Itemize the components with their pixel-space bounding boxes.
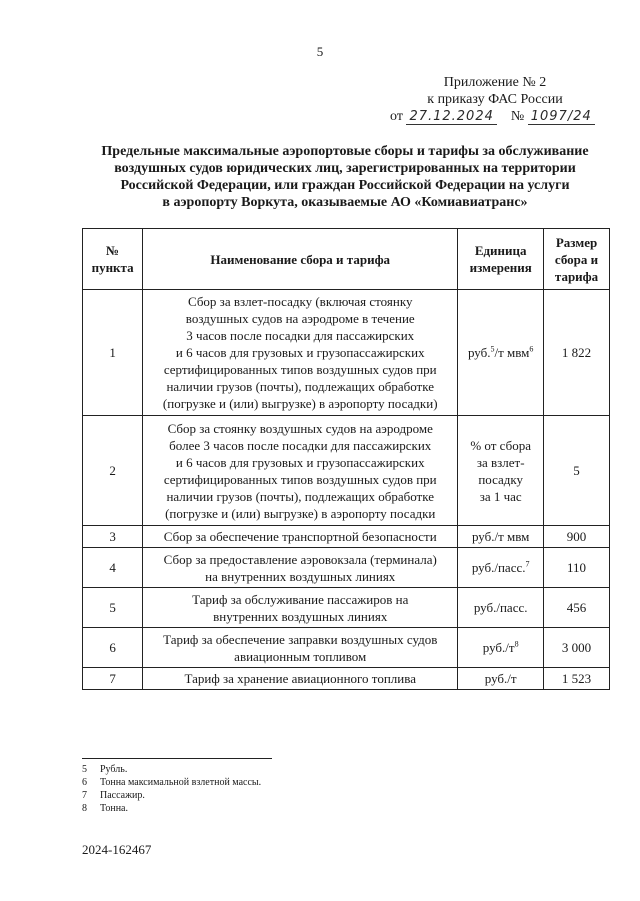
appendix-block (390, 74, 600, 125)
name-line: более 3 часов после посадки для пассажирских (169, 437, 432, 453)
cell-num: 6 (83, 628, 143, 668)
name-line: на внутренних воздушных линиях (205, 568, 396, 584)
table-row (83, 588, 610, 628)
cell-name (143, 668, 458, 690)
appendix-order-line (390, 108, 600, 125)
table-row (83, 416, 610, 526)
name-line: Тариф за обслуживание пассажиров на (192, 591, 409, 607)
header-num-line: № (106, 243, 120, 258)
document-title (60, 143, 630, 211)
footnote-text: Пассажир. (100, 790, 145, 801)
cell-size: 110 (544, 548, 610, 588)
page-number: 5 (316, 44, 324, 59)
cell-name (143, 628, 458, 668)
unit-line: посадку (478, 471, 524, 487)
cell-size: 900 (544, 526, 610, 548)
cell-size: 1 822 (544, 290, 610, 416)
footnote (82, 763, 382, 776)
table-row (83, 290, 610, 416)
name-line: Сбор за взлет-посадку (включая стоянку (187, 294, 413, 309)
name-line: 3 часов после посадки для пассажирских (186, 328, 415, 343)
name-line: Сбор за предоставление аэровокзала (терминала) (163, 551, 437, 567)
footnote-num: 8 (82, 803, 87, 814)
footnote-rule (82, 758, 272, 759)
cell-unit (458, 416, 544, 526)
cell-name (143, 526, 458, 548)
cell-unit (458, 588, 544, 628)
cell-unit (458, 290, 544, 416)
name-line: и 6 часов для грузовых и грузопассажирских (175, 345, 425, 360)
header-unit-line: Единица (474, 243, 527, 258)
appendix-order-ref: к приказу ФАС России (427, 92, 563, 107)
footnotes (82, 758, 382, 815)
cell-size: 3 000 (544, 628, 610, 668)
cell-unit (458, 548, 544, 588)
title-line: в аэропорту Воркута, оказываемые АО «Комиавиатранс» (162, 195, 528, 210)
name-line: Сбор за обеспечение транспортной безопасности (163, 529, 437, 544)
cell-name (143, 588, 458, 628)
name-line: наличии грузов (почты), подлежащих обработке (166, 488, 434, 504)
order-number: 1097/24 (528, 109, 595, 125)
header-num-line: пункта (91, 260, 134, 275)
name-line: Сбор за стоянку воздушных судов на аэродроме (167, 420, 433, 436)
cell-size: 1 523 (544, 668, 610, 690)
date-prefix: от (390, 109, 403, 124)
table-row (83, 628, 610, 668)
cell-name (143, 416, 458, 526)
footnote-num: 5 (82, 764, 87, 775)
cell-unit (458, 526, 544, 548)
cell-unit (458, 668, 544, 690)
cell-num: 5 (83, 588, 143, 628)
unit-text: руб./пасс. (471, 560, 526, 575)
header-num (83, 229, 143, 290)
footnote (82, 776, 382, 789)
unit-text: руб./т (482, 640, 515, 655)
header-name: Наименование сбора и тарифа (143, 229, 458, 290)
name-line: сертифицированных типов воздушных судов при (163, 471, 437, 487)
name-line: (погрузке и (или) выгрузке) в аэропорту посадки (165, 505, 436, 521)
unit-text: руб./т мвм (471, 529, 530, 544)
header-size (544, 229, 610, 290)
cell-unit (458, 628, 544, 668)
cell-num: 3 (83, 526, 143, 548)
name-line: воздушных судов на аэродроме в течение (185, 311, 415, 326)
footnote-ref: 8 (514, 639, 519, 649)
unit-line: % от сбора (470, 437, 531, 453)
name-line: и 6 часов для грузовых и грузопассажирских (175, 454, 425, 470)
cell-name (143, 290, 458, 416)
tariffs-table (82, 228, 610, 690)
table-row (83, 548, 610, 588)
appendix-title: Приложение № 2 (443, 75, 547, 90)
unit-text: руб./т (484, 671, 517, 686)
footnote-text: Тонна. (100, 803, 128, 814)
header-size-line: Размер (555, 234, 598, 250)
footnote-ref: 7 (525, 559, 530, 569)
header-unit (458, 229, 544, 290)
title-line: Предельные максимальные аэропортовые сборы и тарифы за обслуживание (101, 144, 589, 159)
name-line: сертифицированных типов воздушных судов при (163, 362, 437, 377)
table-header-row (83, 229, 610, 290)
unit-text: руб./пасс. (473, 600, 528, 615)
header-size-line: тарифа (554, 268, 599, 284)
footnote-text: Тонна максимальной взлетной массы. (100, 777, 262, 788)
unit-text: руб. (467, 345, 491, 360)
footnote (82, 789, 382, 802)
unit-text: /т мвм (494, 345, 530, 360)
footnote-num: 6 (82, 777, 87, 788)
unit-line: за 1 час (479, 488, 522, 504)
name-line: внутренних воздушных линиях (213, 608, 388, 624)
cell-num: 1 (83, 290, 143, 416)
header-unit-line: измерения (469, 260, 532, 275)
cell-num: 2 (83, 416, 143, 526)
footnote-ref: 6 (529, 344, 534, 354)
table-row (83, 526, 610, 548)
footnote-num: 7 (82, 790, 87, 801)
name-line: авиационным топливом (234, 648, 367, 664)
cell-num: 7 (83, 668, 143, 690)
name-line: Тариф за хранение авиационного топлива (184, 671, 416, 686)
footnote (82, 802, 382, 815)
cell-size: 456 (544, 588, 610, 628)
footnote-text: Рубль. (100, 764, 128, 775)
name-line: (погрузке и (или) выгрузке) в аэропорту посадки) (162, 396, 438, 411)
unit-line: за взлет- (476, 454, 525, 470)
name-line: Тариф за обеспечение заправки воздушных судов (163, 631, 438, 647)
title-line: воздушных судов юридических лиц, зарегистрированных на территории (114, 161, 576, 176)
header-size-line: сбора и (554, 251, 599, 267)
cell-name (143, 548, 458, 588)
cell-num: 4 (83, 548, 143, 588)
title-line: Российской Федерации, или граждан Российской Федерации на услуги (120, 178, 570, 193)
footnote-ref: 5 (490, 344, 495, 354)
number-prefix: № (510, 109, 525, 124)
document-code: 2024-162467 (82, 842, 152, 857)
cell-size: 5 (544, 416, 610, 526)
order-date: 27.12.2024 (406, 109, 496, 125)
table-row (83, 668, 610, 690)
name-line: наличии грузов (почты), подлежащих обработке (166, 379, 434, 394)
